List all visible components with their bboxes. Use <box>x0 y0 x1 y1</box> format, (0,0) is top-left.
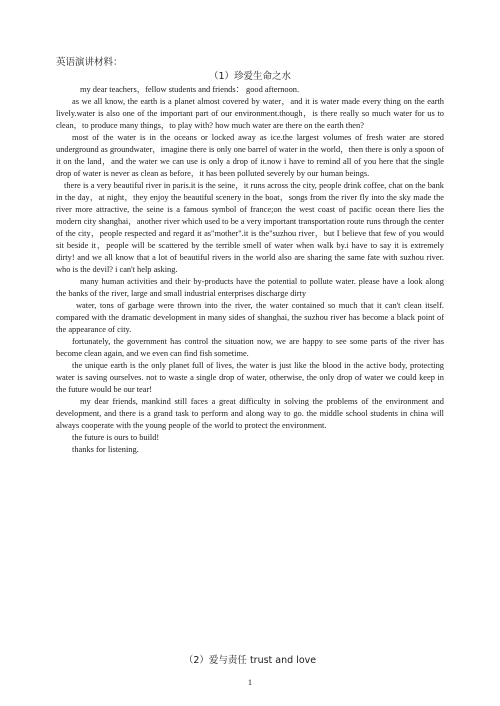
paragraph-greeting: my dear teachers，fellow students and friends： good afternoon. <box>80 85 300 94</box>
paragraph: fortunately, the government has control the situation now, we are happy to see some parts of the river has become clean again, and we even can find fish sometime. <box>56 337 444 358</box>
paragraph: there is a very beautiful river in paris.it is the seine，it runs across the city, people drink coffee, chat on the bank in the day，at night，they enjoy the beautiful scenery in the boat，songs from the river fly into the sky made the river more attractive, the seine is a famous symbol of france;on the west coast of pacific ocean there lies the modern city shanghai，another river which used to be a very important transportation route runs through the center of the city，people respected and regard it as"mother".it is the"suzhou river，but I believe that few of you would sit beside it，people will be scattered by the terrible smell of water when walk by.i have to say it is extremely dirty! and we all know that a lot of beautiful rivers in the world also are sharing the same fate with suzhou river. who is the devil? i can't help asking. <box>56 181 444 274</box>
paragraph-closing: thanks for listening. <box>72 445 139 454</box>
paragraph: most of the water is in the oceans or locked away as ice.the largest volumes of fresh water are stored underground as groundwater，imagine there is only one barrel of water in the world，then there is only a spoon of it on the land，and the water we can use is only a drop of it.now i have to remind all of you here that the single drop of water is never as clean as before，it has been polluted severely by our human beings. <box>56 133 444 178</box>
speech-body <box>56 84 444 456</box>
paragraph: the future is ours to build! <box>72 433 160 442</box>
paragraph: my dear friends, mankind still faces a great difficulty in solving the problems of the environment and development, and there is a grand task to perform and along way to go. the middle school students in china will always cooperate with the young people of the world to protect the environment. <box>56 397 444 430</box>
section-title-1: （1）珍爱生命之水 <box>208 71 292 82</box>
paragraph: the unique earth is the only planet full of lives, the water is just like the blood in the active body, protecting water is saving ourselves. not to waste a single drop of water, otherwise, the only drop of water we could keep in the future would be our tear! <box>56 361 444 394</box>
paragraph: as we all know, the earth is a planet almost covered by water，and it is water made every thing on the earth lively.water is also one of the important part of our environment.though，is there really so much water for us to clean，to produce many things，to play with? how much water are there on the earth then? <box>56 97 444 130</box>
section-title-2: （2）爱与责任 trust and love <box>183 655 317 666</box>
page-number: 1 <box>247 678 253 687</box>
paragraph: many human activities and their by-products have the potential to pollute water. please have a look along the banks of the river, large and small industrial enterprises discharge dirty <box>56 277 444 298</box>
paragraph: water, tons of garbage were thrown into the river, the water contained so much that it can't clean itself. compared with the dramatic development in many sides of shanghai, the suzhou river has become a black point of the appearance of city. <box>56 301 444 334</box>
document-label: 英语演讲材料： <box>56 57 123 68</box>
